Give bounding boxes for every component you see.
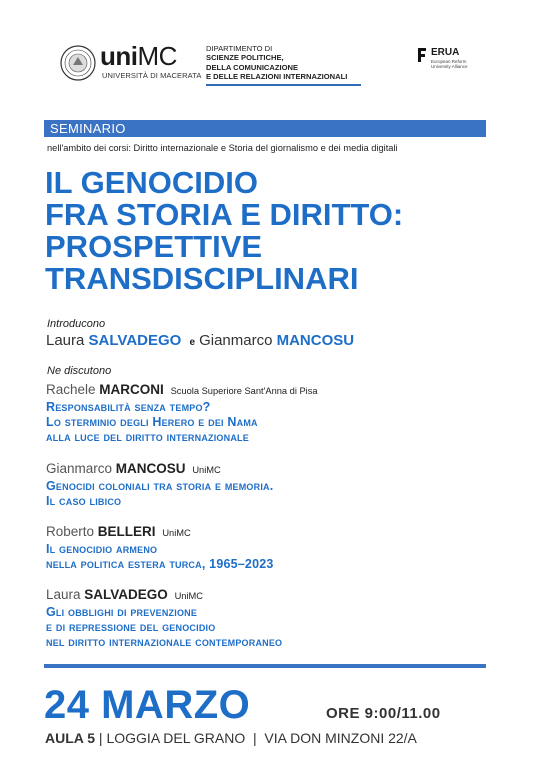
course-context: nell'ambito dei corsi: Diritto internazionale e Storia del giornalismo e dei media digitali (47, 143, 398, 153)
erua-subtitle: European Reform University Alliance (431, 59, 468, 70)
speaker-block (46, 524, 274, 572)
event-date: 24 MARZO (44, 683, 251, 727)
university-seal-icon (60, 45, 96, 81)
talk-title: Il genocidio armeno nella politica estera turca, 1965–2023 (46, 542, 274, 571)
talk-title: Genocidi coloniali tra storia e memoria. Il caso libico (46, 479, 274, 508)
speaker-block (46, 461, 273, 509)
discussion-label: Ne discutono (47, 365, 112, 377)
event-time: ORE 9:00/11.00 (326, 705, 441, 722)
erua-logo-icon (416, 47, 428, 63)
speaker-name: Roberto BELLERI UniMC (46, 524, 191, 539)
department-name: DIPARTIMENTO DI SCIENZE POLITICHE, DELLA COMUNICAZIONE E DELLE RELAZIONI INTERNAZIONALI (206, 44, 348, 82)
speaker-name: Rachele MARCONI Scuola Superiore Sant'Anna di Pisa (46, 382, 318, 397)
speaker-block (46, 587, 282, 650)
intro-label: Introducono (47, 318, 106, 330)
footer-divider (44, 664, 486, 668)
talk-title: Gli obblighi di prevenzione e di repressione del genocidio nel diritto internazionale contemporaneo (46, 605, 283, 649)
speaker-name: Laura SALVADEGO UniMC (46, 587, 203, 602)
seminar-banner (44, 120, 486, 137)
speaker-block (46, 382, 318, 445)
event-venue: AULA 5 | LOGGIA DEL GRANO | VIA DON MINZONI 22/A (45, 730, 417, 746)
erua-name: ERUA (431, 47, 460, 58)
event-title: IL GENOCIDIO FRA STORIA E DIRITTO: PROSPETTIVE TRANSDISCIPLINARI (45, 165, 404, 296)
unimc-logo: uniMC (100, 41, 177, 71)
seminar-label: SEMINARIO (50, 121, 126, 136)
unimc-logo-subtitle: UNIVERSITÀ DI MACERATA (102, 71, 202, 80)
talk-title: Responsabilità senza tempo? Lo sterminio degli Herero e dei Nama alla luce del diritto internazionale (46, 400, 258, 444)
speaker-name: Gianmarco MANCOSU UniMC (46, 461, 221, 476)
department-underline (206, 84, 361, 86)
intro-speakers: Laura SALVADEGO e Gianmarco MANCOSU (46, 332, 355, 349)
